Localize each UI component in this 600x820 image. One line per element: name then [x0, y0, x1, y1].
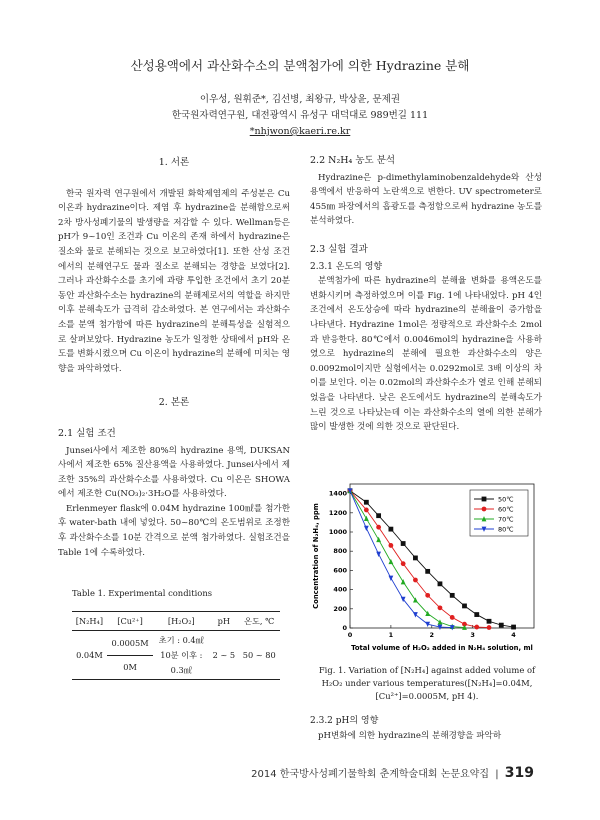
data-point: [401, 541, 406, 546]
y-tick-label: 1200: [328, 508, 347, 517]
section-introduction-title: 1. 서론: [158, 157, 190, 168]
introduction-body: 한국 원자력 연구원에서 개발된 화학제염제의 주성분은 Cu 이온과 hydrazine이다. 제염 후 hydrazine을 분해함으로써 2차 방사성폐기물의 발생량을 저감할 수 있다. Wellman등은 pH가 9~10인 조건과 Cu 이온의 존재 하에서 hydrazine은 질소와 물로 분해되는 것으로 보고하였다[1]. 또한 산성 조건에서의 분해연구도 물과 질소로 분해되는 경향을 보였다[2]. 그러나 과산화수소를 초기에 과량 투입한 조건에서 초기 20분 동안 과산화수소는 hydrazine의 분해제로서의 역할을 하지만 이후 분해속도가 급격히 감소하였다. 본 연구에서는 과산화수소를 분액 첨가함에 따른 hydrazine의 분해특성을 실험적으로 살펴보았다. Hydrazine 농도가 일정한 상태에서 pH와 온도를 변화시켰으며 Cu 이온이 hydrazine의 분해에 미치는 영향을 파악하였다.: [58, 188, 290, 374]
section-2-3-2-body: pH변화에 의한 hydrazine의 분해경향을 파악하: [318, 730, 502, 741]
x-tick-label: 2: [429, 631, 435, 639]
data-point: [450, 615, 455, 620]
data-point: [438, 605, 443, 610]
y-tick-label: 200: [333, 604, 347, 613]
chart-svg: [310, 478, 542, 658]
section-2-3-1-body: 분액첨가에 따른 hydrazine의 분해율 변화를 용액온도를 변화시키며 측정하였으며 이를 Fig. 1에 나타내었다. pH 4인 조건에서 온도상승에 따라 hydrazine의 분해율이 증가함을 나타낸다. Hydrazine 1mol은 정량적으로 과산화수소 2mol과 반응한다. 80℃에서 0.0046mol의 hydrazine을 사용하였으로 hydrazine의 분해에 필요한 과산화수소의 양은 0.0092mol이지만 실험에서는 0.0292mol로 3배 이상의 차이를 보인다. 이는 0.02mol의 과산화수소가 열로 인해 분해되었음을 나타낸다. 낮은 온도에서도 hydrazine의 분해속도가 느린 것으로 나타났는데 이는 과산화수소의 열에 의한 분해가 많이 발생한 것에 의한 것으로 판단된다.: [310, 276, 542, 433]
table-header-cell: [H₂O₂]: [167, 615, 195, 626]
section-2-2-body: Hydrazine은 p-dimethylaminobenzaldehyde와 산성용액에서 반응하여 노란색으로 변한다. UV spectrometer로 455㎚ 파장에서의 흡광도를 측정함으로써 hydrazine 농도를 분석하였다.: [310, 172, 542, 227]
section-2-1-body-2: Erlenmeyer flask에 0.04M hydrazine 100㎖를 첨가한 후 water-bath 내에 넣었다. 50~80℃의 온도범위로 조정한 후 과산화수소를 10분 간격으로 분액 첨가하였다. 실험조건을 Table 1에 수록하였다.: [58, 503, 290, 558]
y-tick-label: 0: [342, 624, 347, 632]
table-header-cell: [Cu²⁺]: [117, 615, 143, 626]
x-tick-label: 4: [511, 631, 516, 639]
x-axis-label: Total volume of H₂O₂ added in N₂H₄ solution, ml: [351, 644, 533, 652]
section-2-3-1-title: 2.3.1 온도의 영향: [310, 261, 383, 272]
data-point: [413, 612, 418, 617]
data-point: [511, 625, 516, 630]
table-header-cell: pH: [217, 615, 231, 626]
table-cell-line: 10분 이후 :: [160, 650, 203, 661]
data-point: [462, 604, 467, 609]
x-tick-label: 3: [470, 631, 475, 639]
table-cell: 0.04M: [76, 650, 103, 661]
table-cell: 0.0005M: [107, 631, 153, 655]
legend-label: 70℃: [498, 515, 514, 524]
table-cell: 2 ~ 5: [212, 650, 236, 661]
table-header-row: [72, 611, 280, 631]
author-block: [0, 92, 600, 140]
y-tick-label: 1400: [328, 489, 347, 498]
figure-caption: Fig. 1. Variation of [N₂H₄] against added volume of H₂O₂ under various temperatures([N₂H₄]=0.04M, [Cu²⁺]=0.0005M, pH 4).: [318, 665, 536, 701]
conditions-table: [72, 611, 280, 680]
table-cell-h2o2: [153, 631, 209, 680]
data-point: [364, 508, 369, 513]
x-tick-label: 0: [347, 631, 353, 639]
right-column-continued: [310, 714, 542, 743]
data-point: [438, 619, 443, 624]
section-2-1-body-1: Junsei사에서 제조한 80%의 hydrazine 용액, DUKSAN사에서 제조한 65% 질산용액을 사용하였다. Junsei사에서 제조한 35%의 과산화수소를 사용하였다. Cu 이온은 SHOWA에서 제조한 Cu(NO₃)₂·3H₂O를 사용하였다.: [58, 445, 290, 500]
y-axis-label: Concentration of N₂H₄, ppm: [312, 503, 320, 609]
data-point: [376, 552, 381, 557]
data-point: [474, 612, 479, 617]
legend-marker: [482, 507, 487, 512]
section-2-3-title: 2.3 실험 결과: [310, 243, 368, 255]
data-point: [487, 625, 492, 630]
page-number: 319: [504, 765, 534, 781]
y-tick-label: 400: [333, 585, 347, 594]
y-tick-label: 800: [333, 547, 347, 556]
right-column: [310, 152, 542, 435]
data-point: [388, 543, 393, 548]
left-column: [58, 152, 290, 680]
data-point: [438, 581, 443, 586]
data-point: [425, 593, 430, 598]
legend-label: 60℃: [498, 505, 514, 514]
author-affiliation: 한국원자력연구원, 대전광역시 유성구 대덕대로 989번길 111: [171, 110, 429, 121]
data-point: [487, 619, 492, 624]
data-point: [425, 569, 430, 574]
section-main-title: 2. 본론: [158, 397, 190, 409]
y-tick-label: 600: [333, 566, 347, 575]
data-point: [388, 527, 393, 532]
legend-label: 80℃: [498, 525, 514, 534]
table-cell-line: 0.3㎖: [170, 664, 192, 675]
section-2-1-title: 2.1 실험 조건: [58, 427, 116, 439]
data-point: [474, 625, 479, 630]
data-point: [413, 556, 418, 561]
page-footer: 2014 한국방사성폐기물학회 춘계학술대회 논문요약집 | 319: [251, 765, 534, 781]
author-names: 이우성, 원휘준*, 김선병, 최왕규, 박상윤, 문제권: [199, 94, 401, 105]
table-row: [72, 631, 280, 655]
footer-text: 2014 한국방사성폐기물학회 춘계학술대회 논문요약집: [251, 769, 490, 780]
data-point: [376, 513, 381, 518]
table-header-cell: 온도, ℃: [244, 615, 275, 626]
data-point: [401, 561, 406, 566]
section-2-3-2-title: 2.3.2 pH의 영향: [310, 716, 379, 726]
data-point: [364, 500, 369, 505]
table-caption: Table 1. Experimental conditions: [72, 588, 213, 599]
data-point: [450, 593, 455, 598]
author-email[interactable]: *nhjwon@kaeri.re.kr: [249, 126, 351, 137]
data-point: [364, 526, 369, 531]
table-cell: 0M: [123, 662, 137, 673]
section-2-2-title: 2.2 N₂H₄ 농도 분석: [310, 155, 396, 166]
data-point: [413, 578, 418, 583]
data-point: [499, 623, 504, 628]
series-line: [350, 491, 489, 628]
legend-marker: [482, 497, 487, 502]
paper-title: 산성용액에서 과산화수소의 분액첨가에 의한 Hydrazine 분해: [130, 58, 470, 73]
x-tick-label: 1: [388, 631, 394, 639]
figure-1-chart: [310, 478, 542, 658]
y-tick-label: 1000: [328, 528, 347, 536]
table-cell-line: 초기 : 0.4㎖: [158, 635, 204, 646]
table-cell: 50 ~ 80: [242, 650, 276, 661]
data-point: [376, 525, 381, 530]
table-header-cell: [N₂H₄]: [75, 615, 104, 626]
legend-label: 50℃: [498, 495, 514, 504]
